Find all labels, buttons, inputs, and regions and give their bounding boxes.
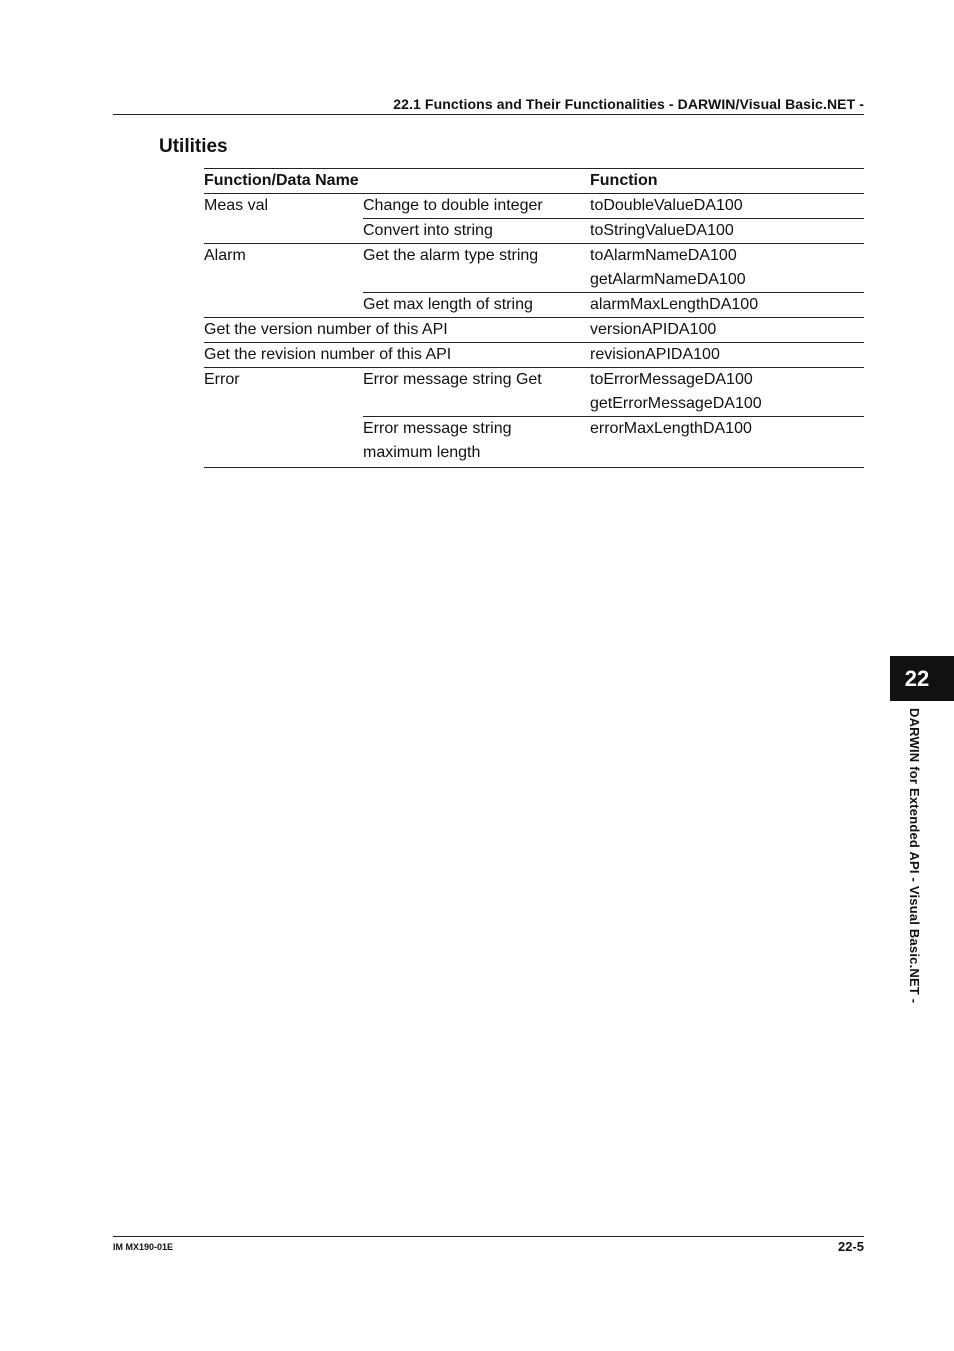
header-function-data-name: Function/Data Name [204, 172, 359, 189]
function-name: toAlarmNameDA100 [590, 247, 737, 264]
table-header-row [204, 169, 864, 194]
running-header [113, 96, 864, 115]
row-function: errorMaxLengthDA100 [590, 417, 864, 468]
chapter-tab [890, 656, 954, 701]
row-group: Error [204, 368, 363, 417]
row-group [204, 219, 363, 244]
table-row [204, 318, 864, 343]
row-description: Convert into string [363, 219, 590, 244]
table-row [204, 244, 864, 293]
row-function: toDoubleValueDA100 [590, 194, 864, 219]
chapter-side-title: DARWIN for Extended API - Visual Basic.NET - [907, 708, 922, 1004]
section-title: Utilities [159, 136, 228, 157]
description-line: maximum length [363, 444, 481, 461]
function-name: toErrorMessageDA100 [590, 371, 753, 388]
row-function [590, 368, 864, 417]
row-group: Get the revision number of this API [204, 343, 590, 368]
table-row [204, 343, 864, 368]
row-description: Get max length of string [363, 293, 590, 318]
row-group [204, 293, 363, 318]
row-function [590, 244, 864, 293]
table-row [204, 368, 864, 417]
row-description: Error message string Get [363, 368, 590, 417]
function-name: getErrorMessageDA100 [590, 395, 762, 412]
row-group [204, 417, 363, 468]
row-description [363, 417, 590, 468]
row-group: Alarm [204, 244, 363, 293]
row-description: Change to double integer [363, 194, 590, 219]
utilities-table [204, 168, 864, 468]
chapter-number: 22 [904, 665, 930, 691]
row-function: revisionAPIDA100 [590, 343, 864, 368]
row-function: versionAPIDA100 [590, 318, 864, 343]
row-function: alarmMaxLengthDA100 [590, 293, 864, 318]
table-row [204, 293, 864, 318]
page-number: 22-5 [837, 1239, 864, 1254]
running-title: 22.1 Functions and Their Functionalities - DARWIN/Visual Basic.NET - [393, 96, 864, 112]
doc-id: IM MX190-01E [113, 1242, 174, 1252]
row-group: Get the version number of this API [204, 318, 590, 343]
row-function: toStringValueDA100 [590, 219, 864, 244]
table-row [204, 417, 864, 468]
row-group: Meas val [204, 194, 363, 219]
description-line: Error message string [363, 420, 512, 437]
row-description: Get the alarm type string [363, 244, 590, 293]
table-row [204, 219, 864, 244]
header-function: Function [590, 172, 658, 189]
page-footer [113, 1236, 864, 1254]
function-name: getAlarmNameDA100 [590, 271, 746, 288]
table-row [204, 194, 864, 219]
